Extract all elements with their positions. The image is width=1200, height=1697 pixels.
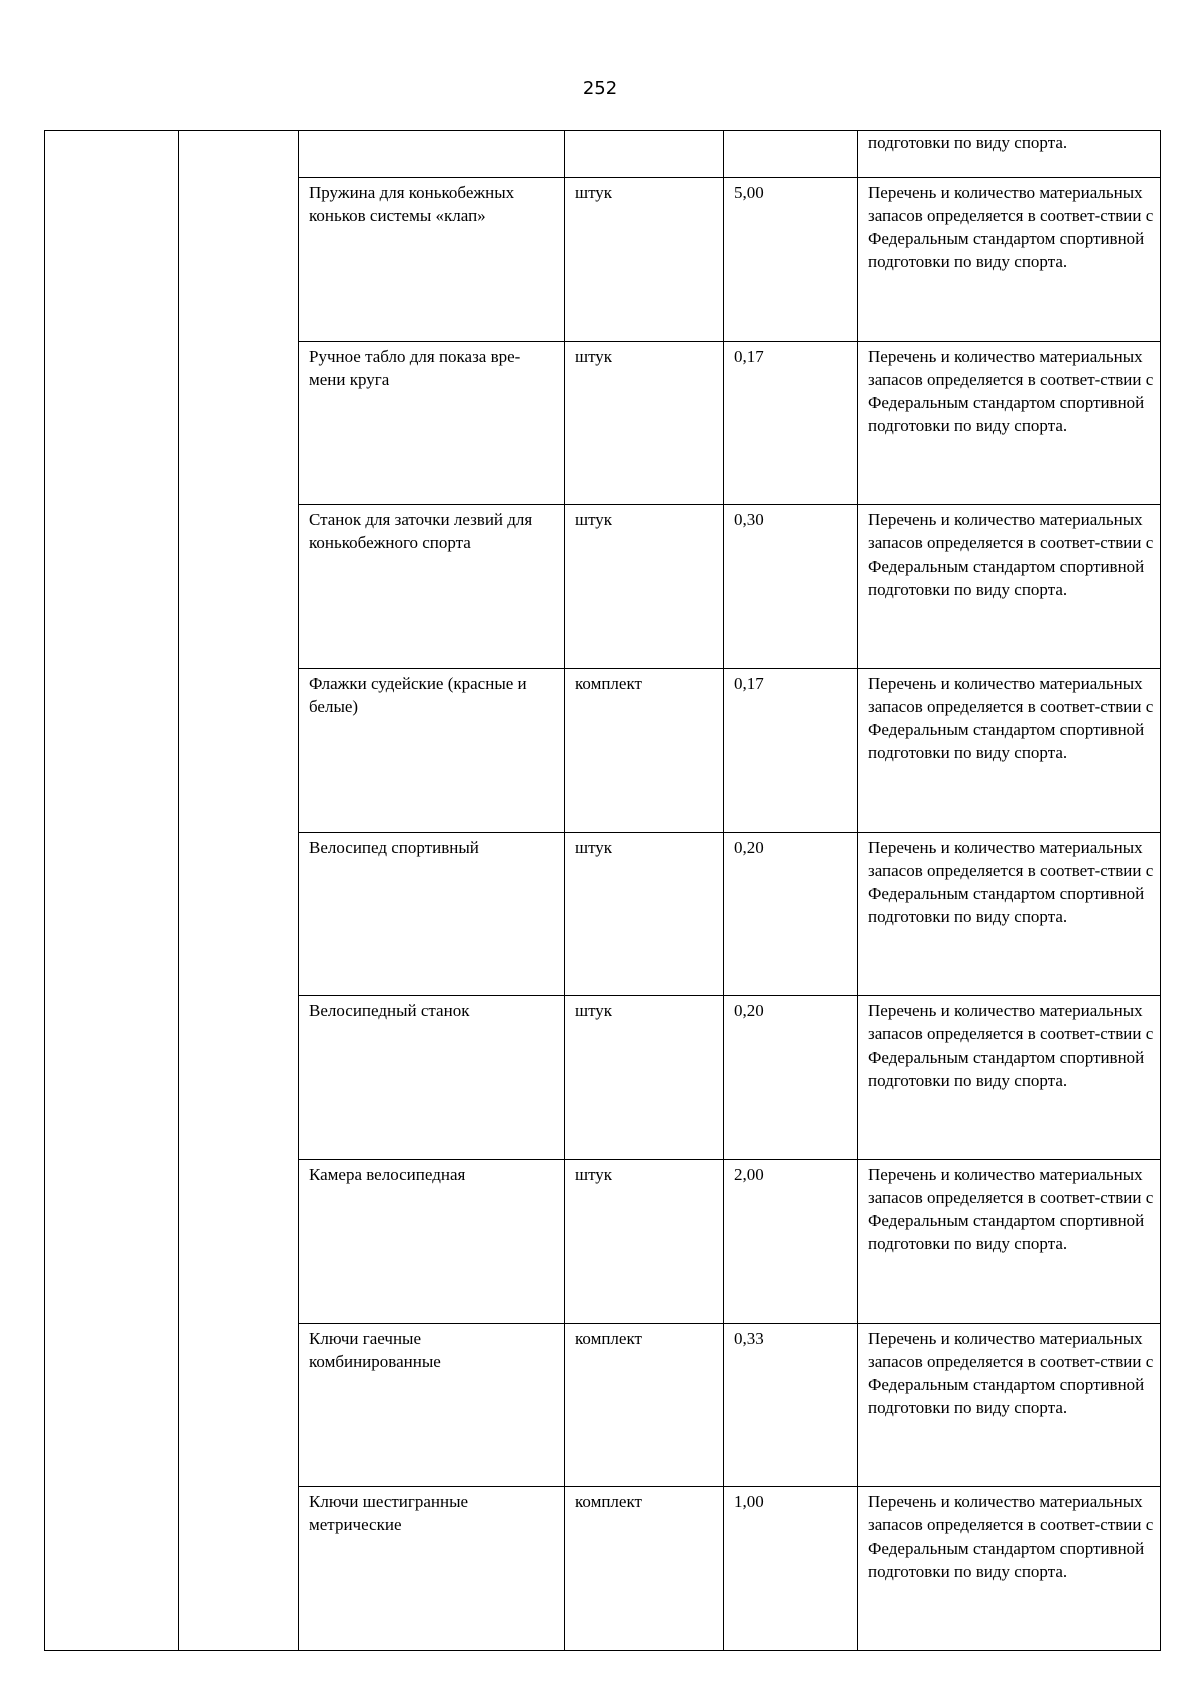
equipment-table: [44, 130, 1161, 1651]
cell-note: Перечень и количество материальных запасов определяется в соответ-ствии с Федеральным стандартом спортивной подготовки по виду спорта.: [858, 178, 1161, 342]
cell-unit: штук: [565, 341, 724, 505]
item-name-text: Велосипедный станок: [309, 1001, 470, 1021]
item-name-text: Станок для заточки лезвий для конькобежного спорта: [309, 510, 533, 553]
cell-item-name: [299, 669, 565, 833]
cell-item-name: [299, 1323, 565, 1487]
cell-item-name: [299, 341, 565, 505]
item-name-text: Ключи шестигранные метрические: [309, 1492, 469, 1535]
item-name-text: Ручное табло для показа вре-мени круга: [309, 346, 521, 389]
item-name-text: Велосипед спортивный: [309, 837, 479, 857]
cell-note: Перечень и количество материальных запасов определяется в соответ-ствии с Федеральным стандартом спортивной подготовки по виду спорта.: [858, 996, 1161, 1160]
cell-unit: комплект: [565, 1487, 724, 1651]
cell-item-name: [299, 1160, 565, 1324]
merged-cell-col1: [45, 131, 179, 1651]
item-name-text: Камера велосипедная: [309, 1165, 466, 1184]
cell-item-name: [299, 1487, 565, 1651]
cell-quantity: 0,33: [724, 1323, 858, 1487]
cell-quantity: 2,00: [724, 1160, 858, 1324]
cell-unit: комплект: [565, 1323, 724, 1487]
cell-note: Перечень и количество материальных запасов определяется в соответ-ствии с Федеральным стандартом спортивной подготовки по виду спорта.: [858, 341, 1161, 505]
cell-note: Перечень и количество материальных запасов определяется в соответ-ствии с Федеральным стандартом спортивной подготовки по виду спорта.: [858, 1160, 1161, 1324]
cell-quantity: 0,17: [724, 669, 858, 833]
cell-note: Перечень и количество материальных запасов определяется в соответ-ствии с Федеральным стандартом спортивной подготовки по виду спорта.: [858, 505, 1161, 669]
cell-item-name: [299, 832, 565, 996]
cell-unit: штук: [565, 832, 724, 996]
cell-item-name: [299, 178, 565, 342]
cell-note: Перечень и количество материальных запасов определяется в соответ-ствии с Федеральным стандартом спортивной подготовки по виду спорта.: [858, 832, 1161, 996]
cell-unit: штук: [565, 178, 724, 342]
cell-quantity: 0,17: [724, 341, 858, 505]
cell-unit-continued: [565, 131, 724, 178]
merged-cell-col2: [179, 131, 299, 1651]
page-number: 252: [582, 78, 618, 99]
cell-note: Перечень и количество материальных запасов определяется в соответ-ствии с Федеральным стандартом спортивной подготовки по виду спорта.: [858, 1487, 1161, 1651]
cell-note: Перечень и количество материальных запасов определяется в соответ-ствии с Федеральным стандартом спортивной подготовки по виду спорта.: [858, 1323, 1161, 1487]
cell-name-continued: [299, 131, 565, 178]
cell-qty-continued: [724, 131, 858, 178]
cell-quantity: 0,30: [724, 505, 858, 669]
cell-note: Перечень и количество материальных запасов определяется в соответ-ствии с Федеральным стандартом спортивной подготовки по виду спорта.: [858, 669, 1161, 833]
item-name-text: Пружина для конькобежных коньков системы «клап»: [309, 183, 515, 226]
cell-quantity: 1,00: [724, 1487, 858, 1651]
cell-unit: комплект: [565, 669, 724, 833]
table-body: [45, 131, 1161, 1651]
cell-item-name: [299, 996, 565, 1160]
item-name-text: Ключи гаечные комбинированные: [309, 1328, 441, 1371]
cell-quantity: 0,20: [724, 832, 858, 996]
cell-unit: штук: [565, 996, 724, 1160]
cell-item-name: [299, 505, 565, 669]
table-row-continued: [45, 131, 1161, 178]
cell-unit: штук: [565, 505, 724, 669]
cell-quantity: 0,20: [724, 996, 858, 1160]
cell-unit: штук: [565, 1160, 724, 1324]
cell-note-continued: подготовки по виду спорта.: [858, 131, 1161, 178]
item-name-text: Флажки судейские (красные и белые): [309, 674, 527, 717]
cell-quantity: 5,00: [724, 178, 858, 342]
